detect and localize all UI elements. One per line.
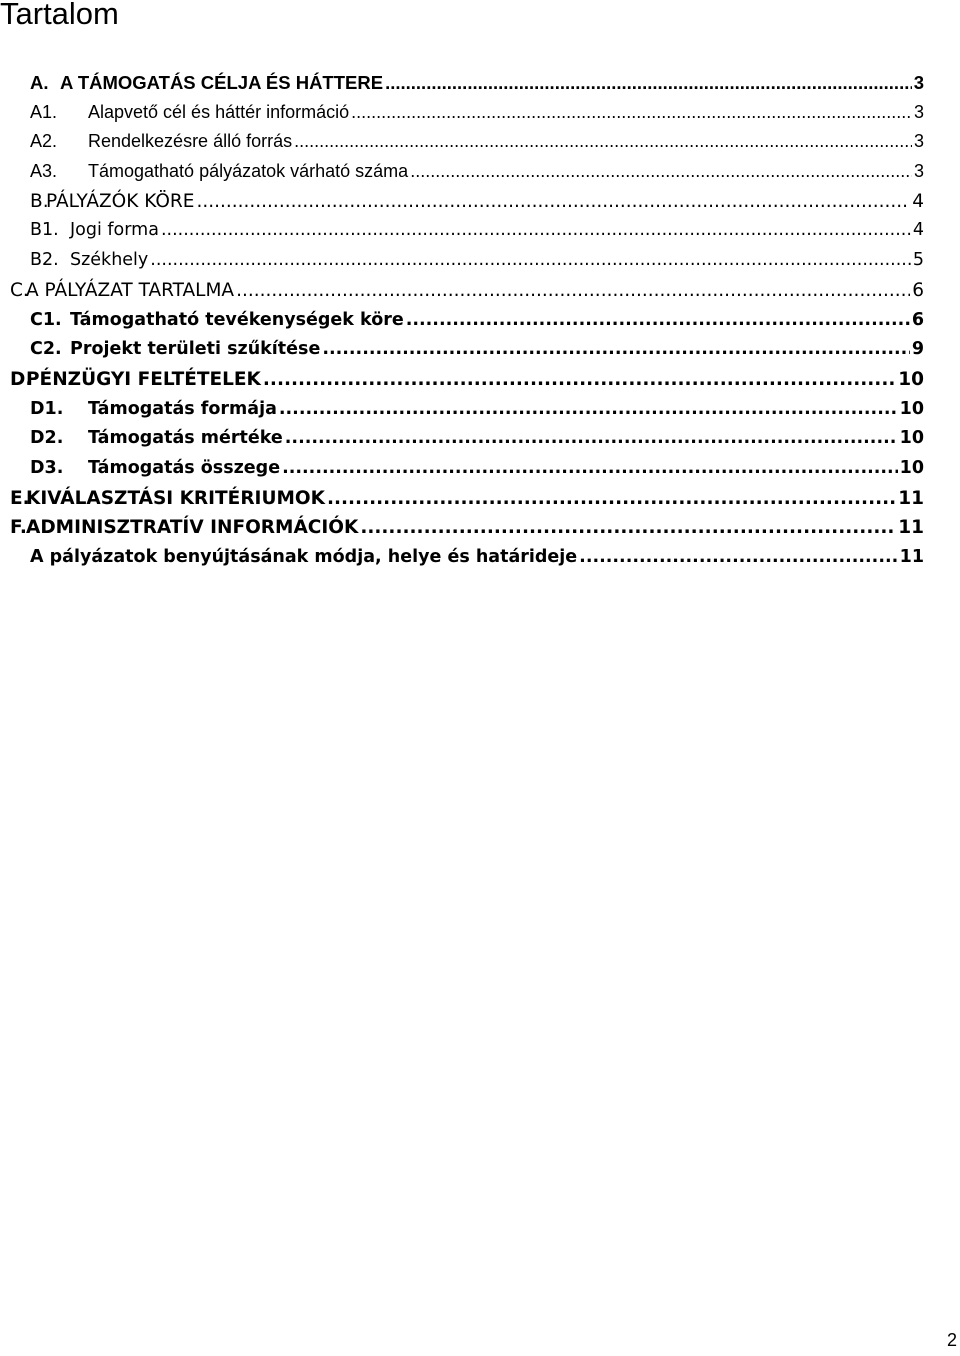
toc-entry-label: A pályázatok benyújtásának módja, helye és határideje xyxy=(30,547,578,567)
toc-entry-number: C1. xyxy=(30,309,62,330)
toc-entry-page: 10 xyxy=(898,368,924,390)
toc-entry-number: F. xyxy=(10,517,27,539)
toc-entry-number: D1. xyxy=(30,398,64,419)
toc-entry-a3[interactable] xyxy=(0,157,924,187)
toc-entry-e[interactable] xyxy=(0,484,924,514)
toc-entry-submission[interactable] xyxy=(0,543,924,573)
toc-entry-a[interactable] xyxy=(0,68,924,98)
toc-entry-label: Támogatás mértéke xyxy=(88,428,283,449)
page-number: 2 xyxy=(946,1330,957,1350)
toc-entry-number: C. xyxy=(10,279,29,301)
toc-dot-leader xyxy=(285,424,898,454)
toc-entry-page: 4 xyxy=(912,220,924,241)
toc-dot-leader xyxy=(322,335,910,365)
toc-entry-number: D3. xyxy=(30,457,64,478)
toc-entry-label: Alapvető cél és háttér információ xyxy=(88,101,350,122)
toc-entry-page: 5 xyxy=(912,250,924,271)
toc-entry-number: B2. xyxy=(30,250,59,271)
toc-entry-d[interactable] xyxy=(0,365,924,395)
toc-entry-page: 10 xyxy=(899,398,924,419)
toc-entry-d3[interactable] xyxy=(0,454,924,484)
toc-entry-b2[interactable] xyxy=(0,246,924,276)
toc-entry-label: KIVÁLASZTÁSI KRITÉRIUMOK xyxy=(26,487,325,509)
toc-entry-label: Támogatás formája xyxy=(88,398,277,419)
toc-entry-number: E. xyxy=(10,487,30,509)
table-of-contents xyxy=(0,68,924,573)
toc-dot-leader xyxy=(294,127,912,157)
toc-entry-number: B. xyxy=(30,190,49,212)
toc-entry-page: 3 xyxy=(913,101,924,122)
toc-entry-page: 6 xyxy=(912,279,924,301)
toc-dot-leader xyxy=(327,484,896,514)
toc-dot-leader xyxy=(360,513,896,543)
toc-dot-leader xyxy=(579,543,897,573)
toc-dot-leader xyxy=(263,365,896,395)
toc-dot-leader xyxy=(161,216,911,246)
toc-entry-page: 4 xyxy=(912,190,924,212)
toc-dot-leader xyxy=(150,246,911,276)
toc-entry-page: 11 xyxy=(898,517,924,539)
page-title: Tartalom xyxy=(0,0,119,31)
toc-entry-number: B1. xyxy=(30,220,59,241)
toc-entry-c1[interactable] xyxy=(0,306,924,336)
toc-entry-d1[interactable] xyxy=(0,395,924,425)
toc-dot-leader xyxy=(196,187,910,217)
toc-entry-page: 3 xyxy=(913,131,924,152)
toc-entry-d2[interactable] xyxy=(0,424,924,454)
toc-entry-label: PÉNZÜGYI FELTÉTELEK xyxy=(26,368,261,390)
toc-dot-leader xyxy=(406,306,910,336)
toc-entry-label: Projekt területi szűkítése xyxy=(70,339,321,360)
toc-entry-label: A TÁMOGATÁS CÉLJA ÉS HÁTTERE xyxy=(60,72,384,93)
toc-entry-page: 3 xyxy=(913,72,924,93)
toc-entry-number: A. xyxy=(30,72,49,93)
toc-dot-leader xyxy=(385,68,912,98)
toc-dot-leader xyxy=(279,395,898,425)
toc-entry-number: A2. xyxy=(30,131,58,152)
toc-dot-leader xyxy=(410,157,912,187)
toc-entry-number: A1. xyxy=(30,101,58,122)
toc-entry-page: 10 xyxy=(899,428,924,449)
toc-entry-page: 11 xyxy=(899,547,924,567)
toc-entry-c[interactable] xyxy=(0,276,924,306)
toc-entry-label: ADMINISZTRATÍV INFORMÁCIÓK xyxy=(26,517,359,539)
toc-entry-a2[interactable] xyxy=(0,127,924,157)
toc-entry-b1[interactable] xyxy=(0,216,924,246)
toc-entry-b[interactable] xyxy=(0,187,924,217)
toc-entry-page: 3 xyxy=(913,161,924,182)
toc-entry-number: D2. xyxy=(30,428,64,449)
toc-entry-number: C2. xyxy=(30,339,62,360)
toc-entry-label: Székhely xyxy=(70,250,149,271)
toc-entry-a1[interactable] xyxy=(0,98,924,128)
toc-entry-page: 9 xyxy=(911,339,924,360)
toc-entry-label: A PÁLYÁZAT TARTALMA xyxy=(26,279,235,301)
toc-entry-label: Támogatás összege xyxy=(88,457,281,478)
toc-dot-leader xyxy=(282,454,898,484)
toc-entry-label: Jogi forma xyxy=(70,220,159,241)
toc-entry-number: A3. xyxy=(30,161,58,182)
toc-entry-f[interactable] xyxy=(0,513,924,543)
toc-entry-number: D. xyxy=(10,368,33,390)
toc-entry-label: PÁLYÁZÓK KÖRE xyxy=(46,190,195,212)
toc-entry-page: 10 xyxy=(899,457,924,478)
toc-dot-leader xyxy=(236,276,910,306)
toc-dot-leader xyxy=(351,98,912,128)
toc-entry-label: Támogatható pályázatok várható száma xyxy=(88,161,409,182)
toc-entry-label: Rendelkezésre álló forrás xyxy=(88,131,293,152)
toc-entry-page: 6 xyxy=(911,309,924,330)
toc-entry-label: Támogatható tevékenységek köre xyxy=(70,309,404,330)
toc-entry-c2[interactable] xyxy=(0,335,924,365)
toc-entry-page: 11 xyxy=(898,487,924,509)
